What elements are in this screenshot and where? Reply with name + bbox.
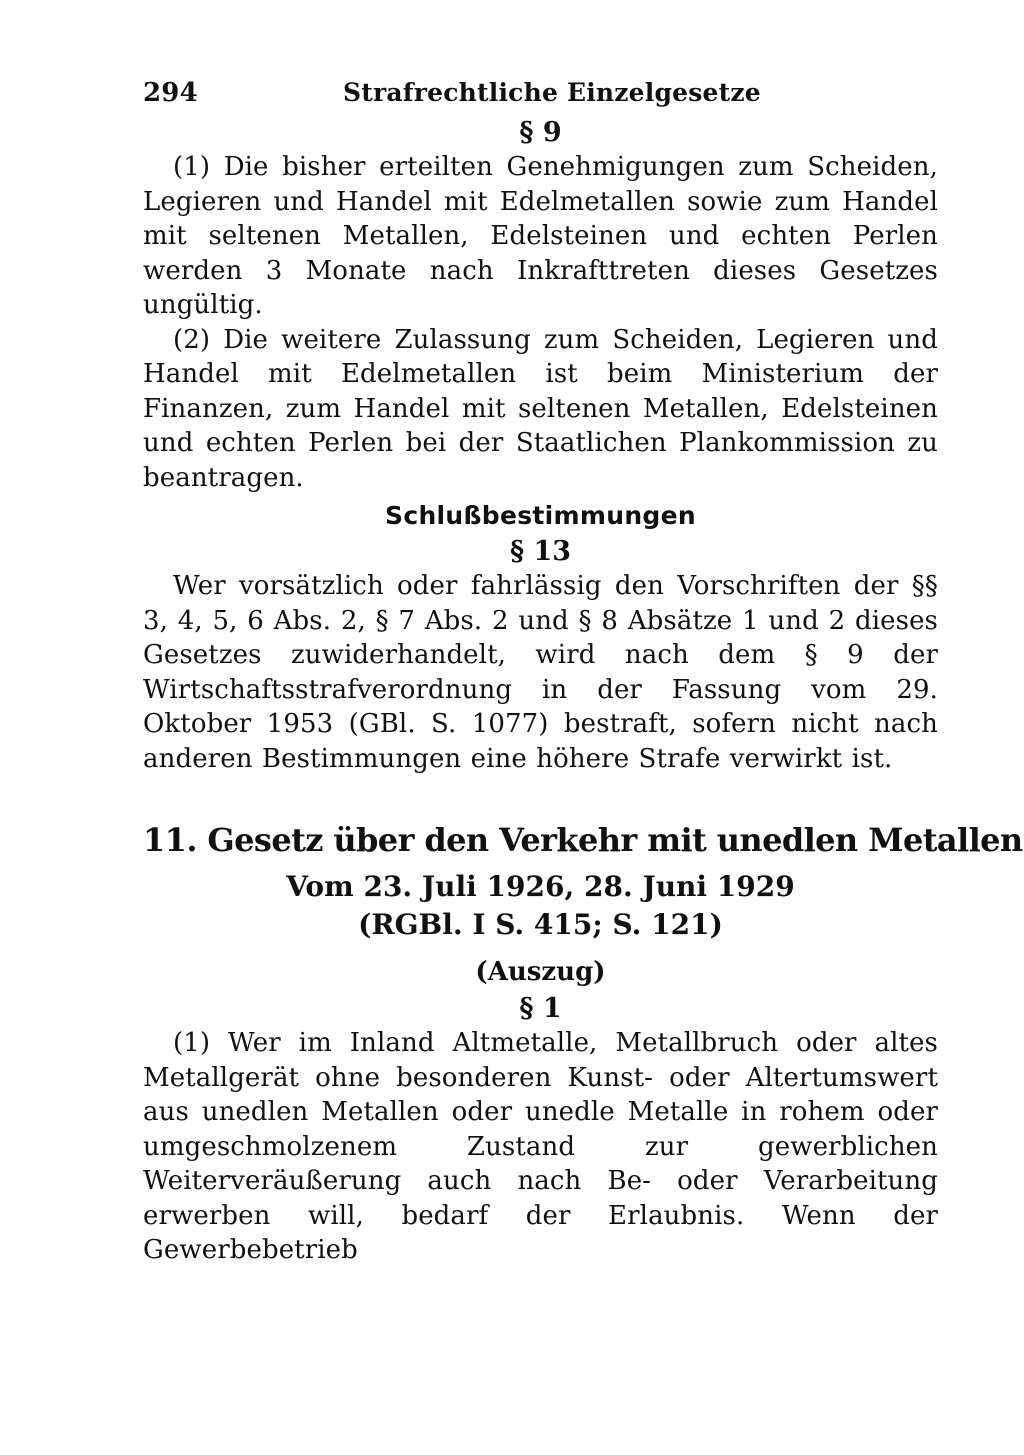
section-9-paragraph-2: (2) Die weitere Zulassung zum Scheiden, Legieren und Handel mit Edelmetallen ist beim Ministerium der Finanzen, zum Handel mit seltenen Metallen, Edelsteinen und echten Perlen bei der Staatlichen Plankommission zu beantragen. (143, 324, 938, 493)
running-title: Strafrechtliche Einzelgesetze (343, 78, 761, 107)
law-11-section-1-paragraph: (1) Wer im Inland Altmetalle, Metallbruch oder altes Metallgerät ohne besonderen Kunst- oder Altertumswert aus unedlen Metallen oder unedle Metalle in rohem oder umgeschmolzenem Zustand zur gewerblichen Weiterveräußerung auch nach Be- oder Verarbeitung erwerben will, bedarf der Erlaubnis. Wenn der Gewerbebetrieb (143, 1028, 938, 1265)
section-13-paragraph: Wer vorsätzlich oder fahrlässig den Vorschriften der §§ 3, 4, 5, 6 Abs. 2, § 7 Abs. 2 und § 8 Absätze 1 und 2 dieses Gesetzes zuwiderhandelt, wird nach dem § 9 der Wirtschaftsstrafverordnung in der Fassung vom 29. Oktober 1953 (GBl. S. 1077) bestraft, sofern nicht nach anderen Bestimmungen eine höhere Strafe verwirkt ist. (143, 571, 938, 774)
law-11-section-1-mark: § 1 (519, 993, 562, 1024)
page-number: 294 (143, 78, 198, 108)
law-11-excerpt-label: (Auszug) (475, 957, 606, 987)
final-provisions-heading: Schlußbestimmungen (385, 501, 696, 530)
section-9-paragraph-1: (1) Die bisher erteilten Genehmigungen zum Scheiden, Legieren und Handel mit Edelmetallen sowie zum Handel mit seltenen Metallen, Edelsteinen und echten Perlen werden 3 Monate nach Inkrafttreten dieses Gesetzes ungültig. (143, 152, 938, 320)
law-11-source: (RGBl. I S. 415; S. 121) (358, 908, 723, 941)
book-page (143, 70, 1023, 1268)
law-11-title: 11. Gesetz über den Verkehr mit unedlen Metallen (143, 821, 1023, 859)
law-11-date: Vom 23. Juli 1926, 28. Juni 1929 (286, 870, 795, 903)
section-13-mark: § 13 (509, 536, 572, 567)
running-header (143, 70, 938, 114)
section-9-mark: § 9 (519, 117, 562, 148)
